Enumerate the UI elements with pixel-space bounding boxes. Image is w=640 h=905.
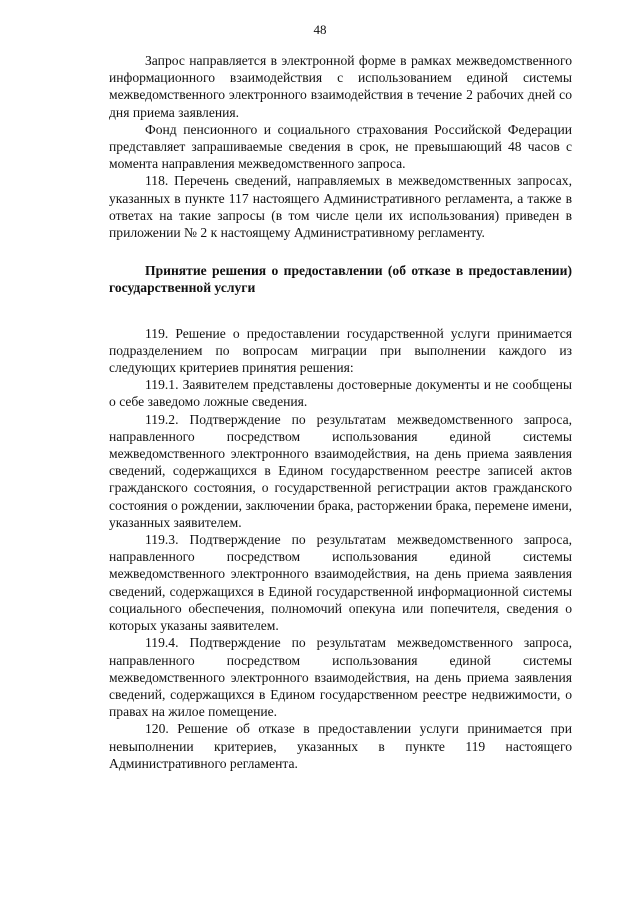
paragraph-request-electronic: Запрос направляется в электронной форме в рамках межведомственного информационного взаимодействия с использованием единой системы межведомственного электронного взаимодействия в течение 2 рабочих дней со дня приема заявления. [109,53,572,120]
paragraph-119-2: 119.2. Подтверждение по результатам межведомственного запроса, направленного посредством использования единой системы межведомственного электронного взаимодействия, на день приема заявления сведений, содержащихся в Едином государственном реестре записей актов гражданского состояния, о государственной регистрации актов гражданского состояния о рождении, заключении брака, расторжении брака, перемене имени, указанных заявителем. [109,411,572,530]
page-number: 48 [313,22,327,37]
paragraph-120: 120. Решение об отказе в предоставлении услуги принимается при невыполнении критериев, указанных в пункте 119 настоящего Административного регламента. [109,721,572,771]
paragraph-pension-fund: Фонд пенсионного и социального страхования Российской Федерации представляет запрашиваемые сведения в срок, не превышающий 48 часов с момента направления межведомственного запроса. [109,121,572,172]
document-body [109,52,572,772]
paragraph-118: 118. Перечень сведений, направляемых в межведомственных запросах, указанных в пункте 117 настоящего Административного регламента, а также в ответах на такие запросы (в том числе цели их использования) приведен в приложении № 2 к настоящему Административному регламенту. [109,173,572,241]
section-heading: Принятие решения о предоставлении (об отказе в предоставлении) государственной услуги [109,263,572,296]
paragraph-119-1: 119.1. Заявителем представлены достоверные документы и не сообщены о себе заведомо ложные сведения. [109,377,572,410]
paragraph-119-3: 119.3. Подтверждение по результатам межведомственного запроса, направленного посредством использования единой системы межведомственного электронного взаимодействия, на день приема заявления сведений, содержащихся в Единой государственной информационной системы социального обеспечения, полномочий опекуна или попечителя, сведения о которых указаны заявителем. [109,532,572,634]
paragraph-119: 119. Решение о предоставлении государственной услуги принимается подразделением по вопросам миграции при выполнении каждого из следующих критериев принятия решения: [109,325,572,376]
paragraph-119-4: 119.4. Подтверждение по результатам межведомственного запроса, направленного посредством использования единой системы межведомственного электронного взаимодействия, на день приема заявления сведений, содержащихся в Едином государственном реестре недвижимости, о правах на жилое помещение. [109,635,572,720]
